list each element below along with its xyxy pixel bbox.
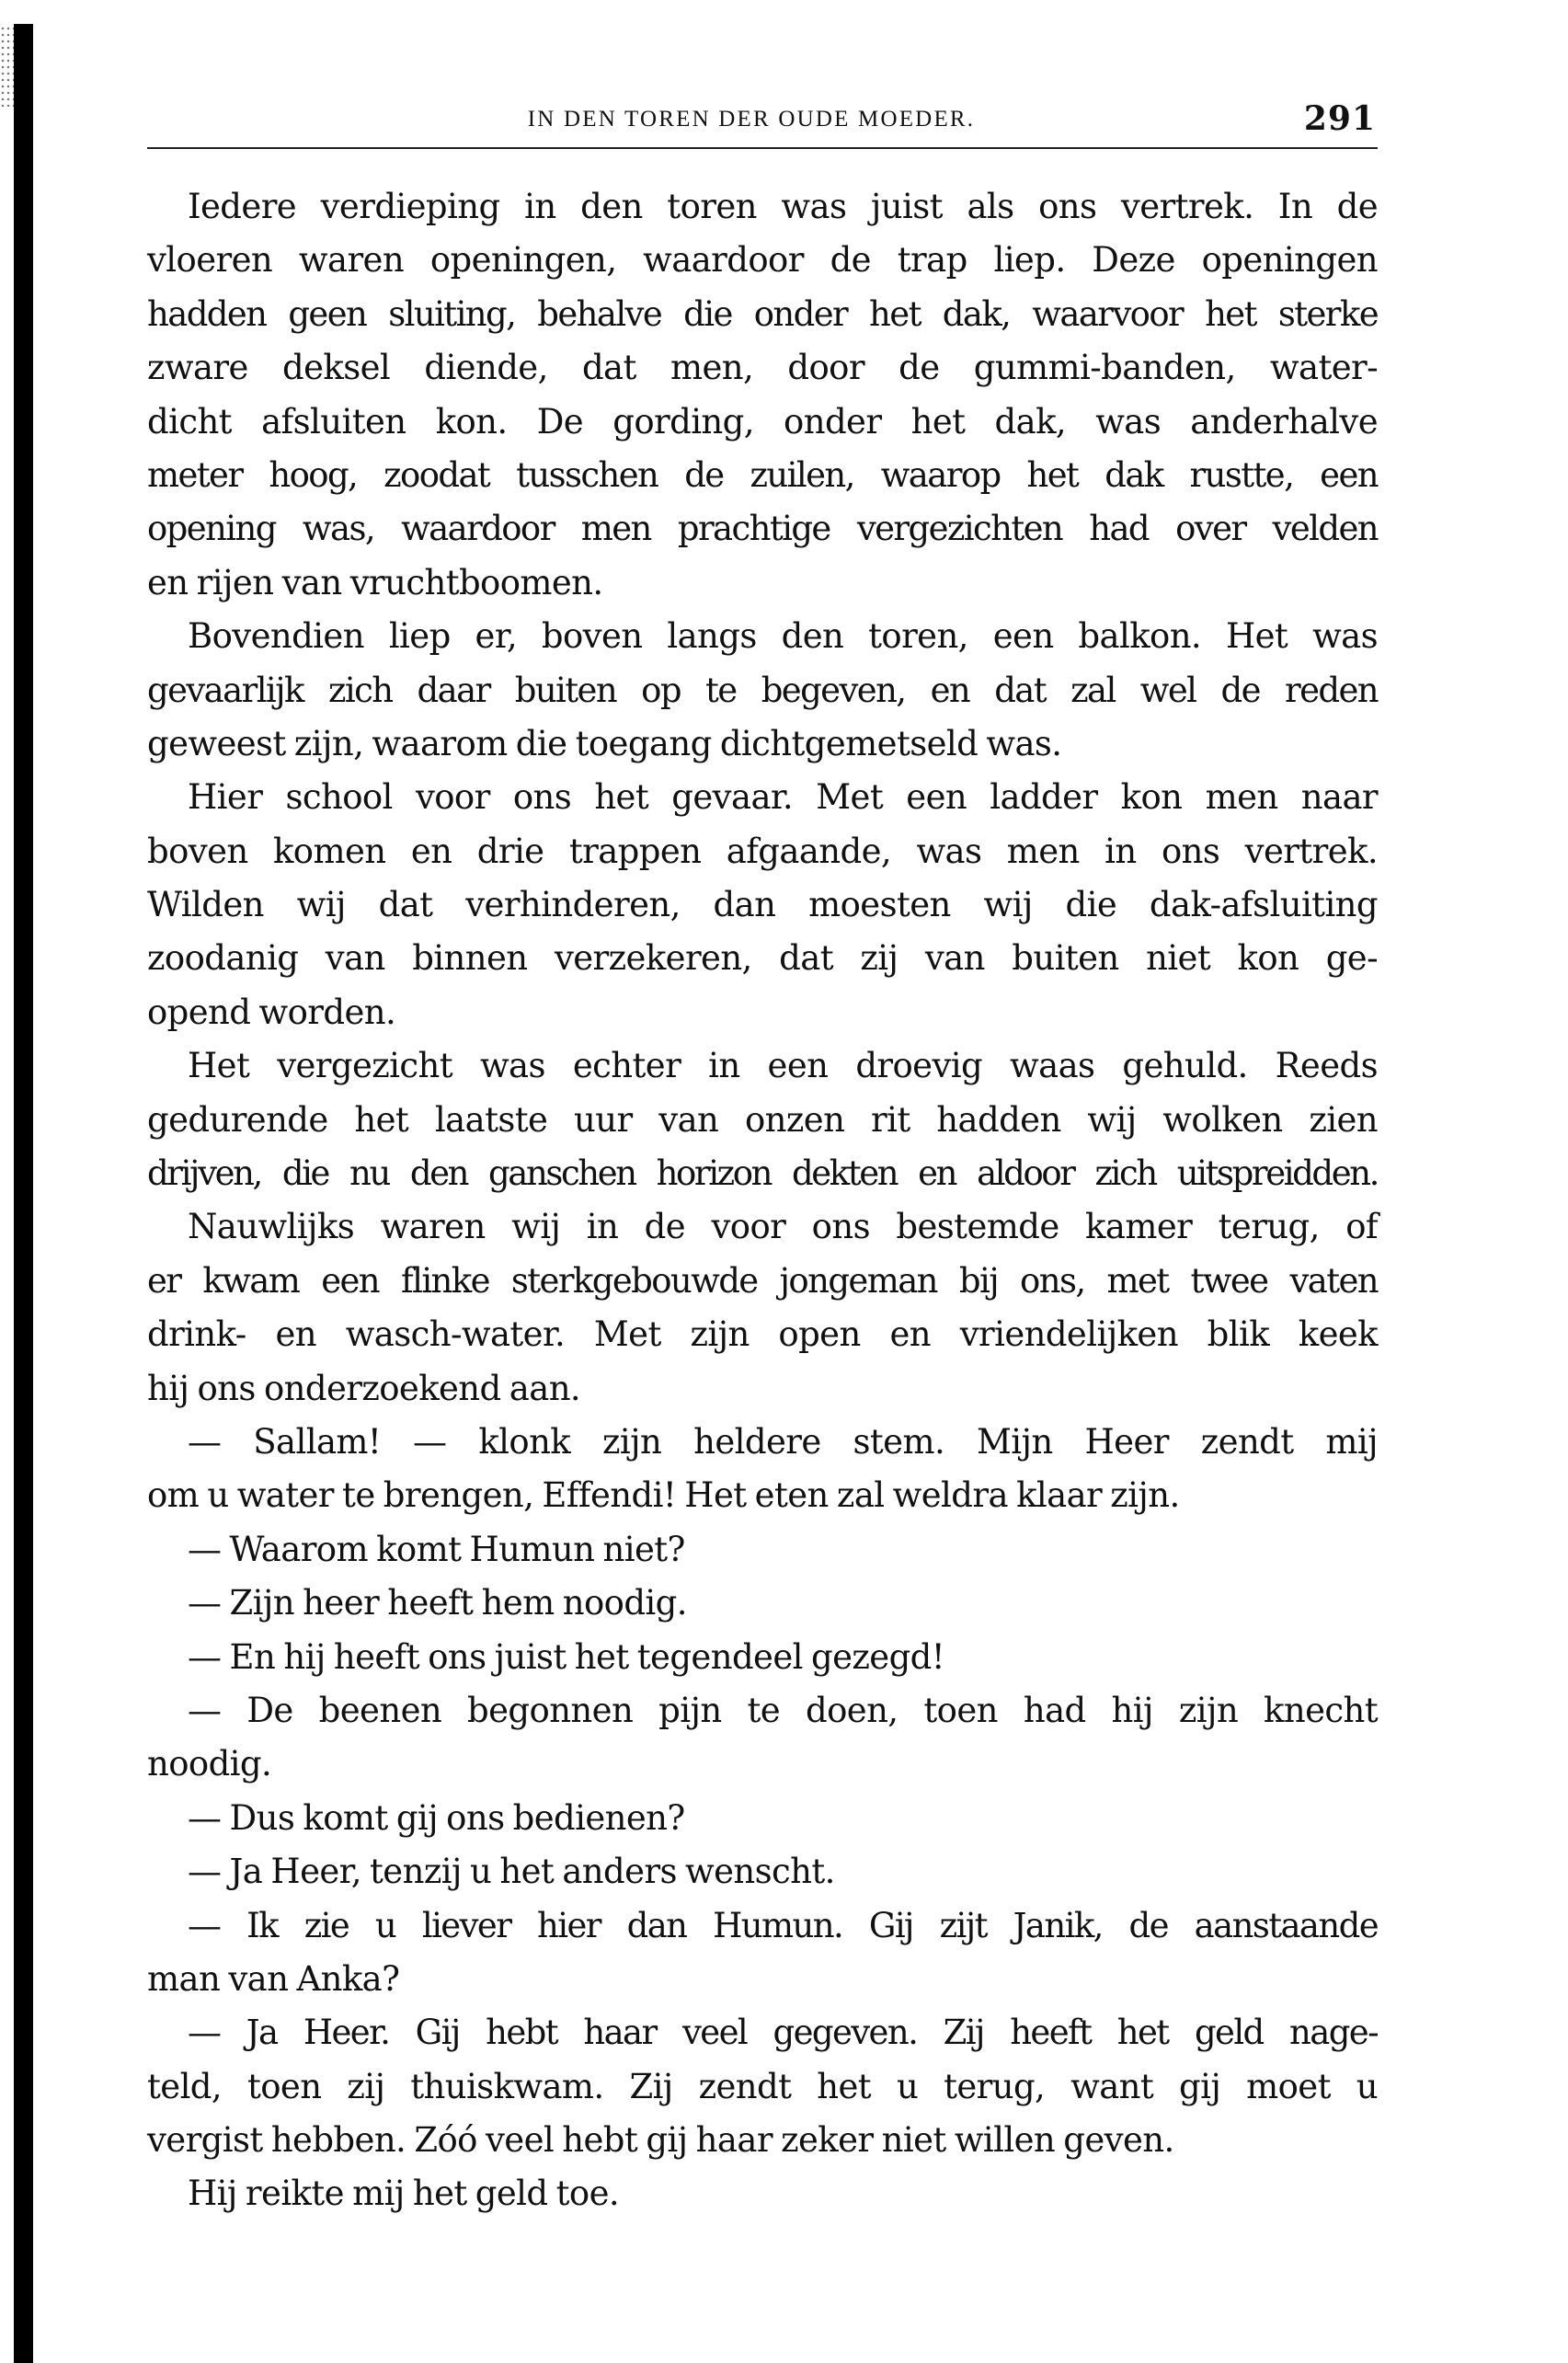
text-line: geweest zijn, waarom die toegang dichtgemetseld was.: [147, 723, 1062, 763]
dialogue-paragraph: [147, 2006, 1378, 2167]
text-line: teld, toen zij thuiskwam. Zij zendt het u terug, want gij moet u: [147, 2066, 1378, 2106]
dialogue-paragraph: [147, 1899, 1378, 2007]
running-head: [147, 96, 1378, 142]
text-line: Wilden wij dat verhinderen, dan moesten wij die dak-afsluiting: [147, 885, 1378, 925]
page-body: [147, 180, 1378, 2221]
paragraph: [147, 1039, 1378, 1200]
text-line: — Waarom komt Humun niet?: [188, 1529, 685, 1569]
dialogue-paragraph: [147, 1523, 1378, 1577]
text-line: — Dus komt gij ons bedienen?: [188, 1797, 685, 1838]
text-line: vergist hebben. Zóó veel hebt gij haar zeker niet willen geven.: [147, 2120, 1174, 2161]
dialogue-paragraph: [147, 1631, 1378, 1684]
text-line: opend worden.: [147, 992, 396, 1032]
text-line: — Ik zie u liever hier dan Humun. Gij zijt Janik, de aanstaande: [188, 1905, 1378, 1945]
text-line: Iedere verdieping in den toren was juist als ons vertrek. In de: [188, 187, 1378, 226]
text-line: opening was, waardoor men prachtige vergezichten had over velden: [147, 509, 1378, 549]
text-line: drink- en wasch-water. Met zijn open en vriendelijken blik keek: [147, 1314, 1378, 1355]
paragraph: [147, 610, 1378, 771]
text-line: Nauwlijks waren wij in de voor ons bestemde kamer terug, of: [188, 1207, 1378, 1247]
text-line: — Ja Heer, tenzij u het anders wenscht.: [188, 1852, 835, 1892]
dialogue-paragraph: [147, 1577, 1378, 1630]
text-line: er kwam een flinke sterkgebouwde jongeman bij ons, met twee vaten: [147, 1260, 1378, 1301]
text-line: Hij reikte mij het geld toe.: [188, 2174, 620, 2214]
text-line: zoodanig van binnen verzekeren, dat zij van buiten niet kon ge-: [147, 938, 1378, 979]
dialogue-paragraph: [147, 1845, 1378, 1898]
book-binding-edge: [14, 24, 33, 2363]
text-line: gevaarlijk zich daar buiten op te begeven, en dat zal wel de reden: [147, 670, 1378, 710]
paragraph: [147, 771, 1378, 1039]
paragraph: [147, 180, 1378, 610]
text-line: — Zijn heer heeft hem noodig.: [188, 1583, 687, 1623]
text-line: Bovendien liep er, boven langs den toren, een balkon. Het was: [188, 616, 1378, 657]
text-line: meter hoog, zoodat tusschen de zuilen, waarop het dak rustte, een: [147, 454, 1378, 495]
text-line: en rijen van vruchtboomen.: [147, 562, 603, 602]
dialogue-paragraph: [147, 1684, 1378, 1792]
paragraph: [147, 2167, 1378, 2220]
header-rule: [147, 147, 1378, 149]
text-line: — De beenen begonnen pijn te doen, toen had hij zijn knecht: [188, 1690, 1378, 1730]
paragraph: [147, 1200, 1378, 1416]
text-line: man van Anka?: [147, 1958, 400, 1999]
text-line: vloeren waren openingen, waardoor de trap liep. Deze openingen: [147, 240, 1378, 281]
text-line: boven komen en drie trappen afgaande, was men in ons vertrek.: [147, 831, 1378, 871]
running-head-title: IN DEN TOREN DER OUDE MOEDER.: [527, 107, 976, 132]
text-line: — En hij heeft ons juist het tegendeel gezegd!: [188, 1636, 945, 1677]
text-line: om u water te brengen, Effendi! Het eten zal weldra klaar zijn.: [147, 1475, 1180, 1516]
text-line: dicht afsluiten kon. De gording, onder het dak, was anderhalve: [147, 401, 1378, 442]
text-line: hadden geen sluiting, behalve die onder het dak, waarvoor het sterke: [147, 293, 1378, 334]
text-line: zware deksel diende, dat men, door de gummi-banden, water-: [147, 348, 1378, 388]
text-line: gedurende het laatste uur van onzen rit hadden wij wolken zien: [147, 1099, 1378, 1140]
text-line: hij ons onderzoekend aan.: [147, 1368, 581, 1408]
dialogue-paragraph: [147, 1416, 1378, 1523]
text-line: Hier school voor ons het gevaar. Met een ladder kon men naar: [188, 777, 1378, 818]
text-line: noodig.: [147, 1744, 272, 1784]
text-line: — Ja Heer. Gij hebt haar veel gegeven. Zij heeft het geld nage-: [188, 2013, 1378, 2053]
text-line: — Sallam! — klonk zijn heldere stem. Mijn Heer zendt mij: [188, 1421, 1378, 1462]
text-line: drijven, die nu den ganschen horizon dekten en aldoor zich uitspreidden.: [147, 1153, 1378, 1194]
text-line: Het vergezicht was echter in een droevig waas gehuld. Reeds: [188, 1046, 1378, 1086]
page-number: 291: [1303, 99, 1376, 138]
binding-speckle: [0, 24, 15, 107]
dialogue-paragraph: [147, 1792, 1378, 1845]
